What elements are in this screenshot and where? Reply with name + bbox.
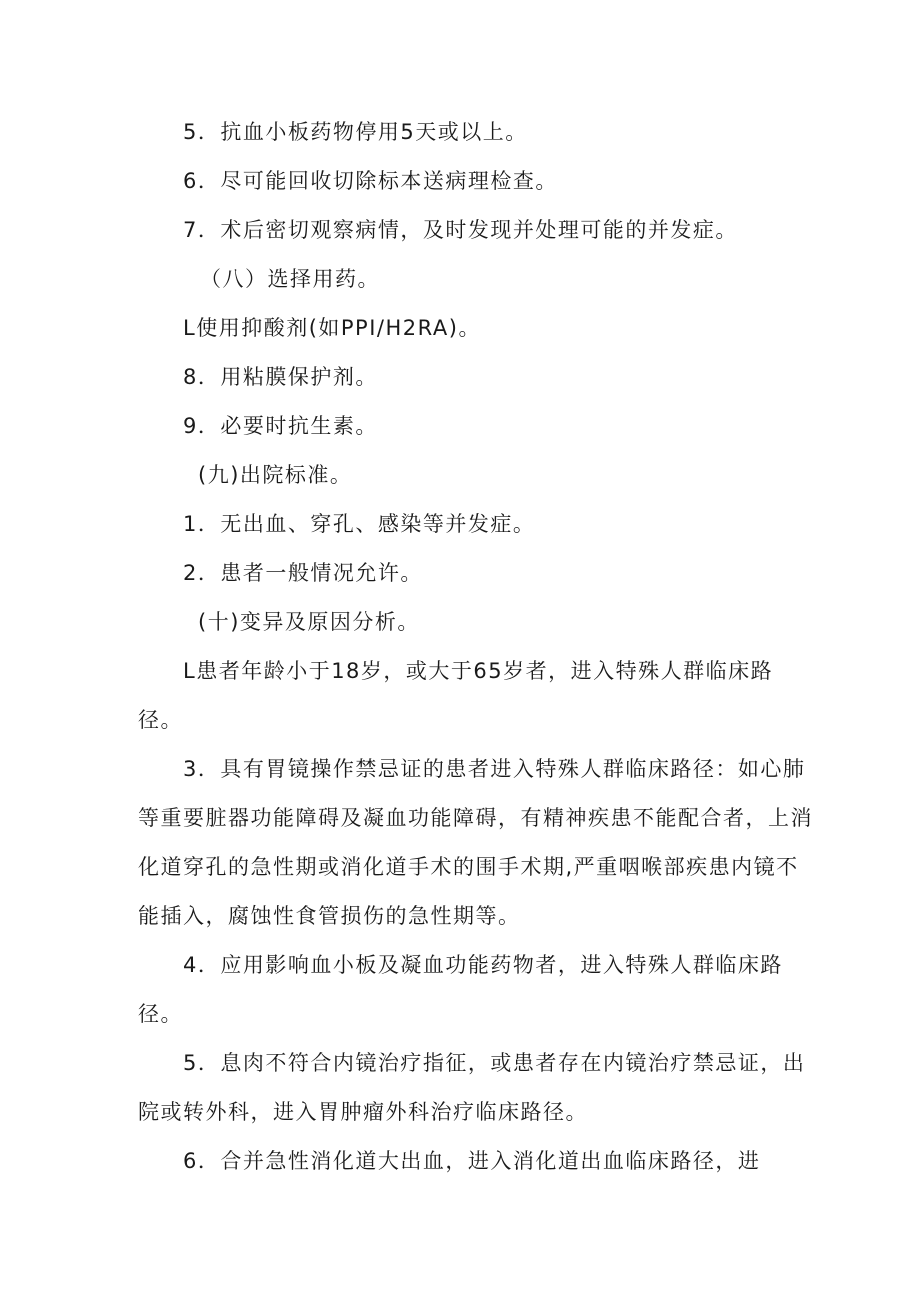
text-line: 6．合并急性消化道大出血，进入消化道出血临床路径，进 bbox=[183, 1149, 761, 1173]
text-line: 4．应用影响血小板及凝血功能药物者，进入特殊人群临床路 bbox=[183, 953, 783, 977]
text-line: 径。 bbox=[138, 708, 183, 732]
text-line: L使用抑酸剂(如PPI/H2RA)。 bbox=[183, 316, 481, 340]
section-heading: (十)变异及原因分析。 bbox=[198, 610, 420, 634]
text-line: 径。 bbox=[138, 1002, 183, 1026]
text-line: 化道穿孔的急性期或消化道手术的围手术期,严重咽喉部疾患内镜不 bbox=[138, 855, 799, 879]
text-line: 等重要脏器功能障碍及凝血功能障碍，有精神疾患不能配合者，上消 bbox=[138, 806, 813, 830]
text-line: 8．用粘膜保护剂。 bbox=[183, 365, 378, 389]
text-line: 能插入，腐蚀性食管损伤的急性期等。 bbox=[138, 904, 521, 928]
text-line: 3．具有胃镜操作禁忌证的患者进入特殊人群临床路径：如心肺 bbox=[183, 757, 806, 781]
section-heading: （八）选择用药。 bbox=[200, 267, 380, 291]
section-heading: (九)出院标准。 bbox=[198, 463, 353, 487]
text-line: 院或转外科，进入胃肿瘤外科治疗临床路径。 bbox=[138, 1100, 588, 1124]
text-line: 6．尽可能回收切除标本送病理检查。 bbox=[183, 169, 558, 193]
text-line: 9．必要时抗生素。 bbox=[183, 414, 378, 438]
text-line: 2．患者一般情况允许。 bbox=[183, 561, 423, 585]
text-line: 1．无出血、穿孔、感染等并发症。 bbox=[183, 512, 536, 536]
text-line: 5．抗血小板药物停用5天或以上。 bbox=[183, 120, 528, 144]
text-line: L患者年龄小于18岁，或大于65岁者，进入特殊人群临床路 bbox=[183, 659, 774, 683]
text-line: 5．息肉不符合内镜治疗指征，或患者存在内镜治疗禁忌证，出 bbox=[183, 1051, 806, 1075]
text-line: 7．术后密切观察病情，及时发现并处理可能的并发症。 bbox=[183, 218, 738, 242]
